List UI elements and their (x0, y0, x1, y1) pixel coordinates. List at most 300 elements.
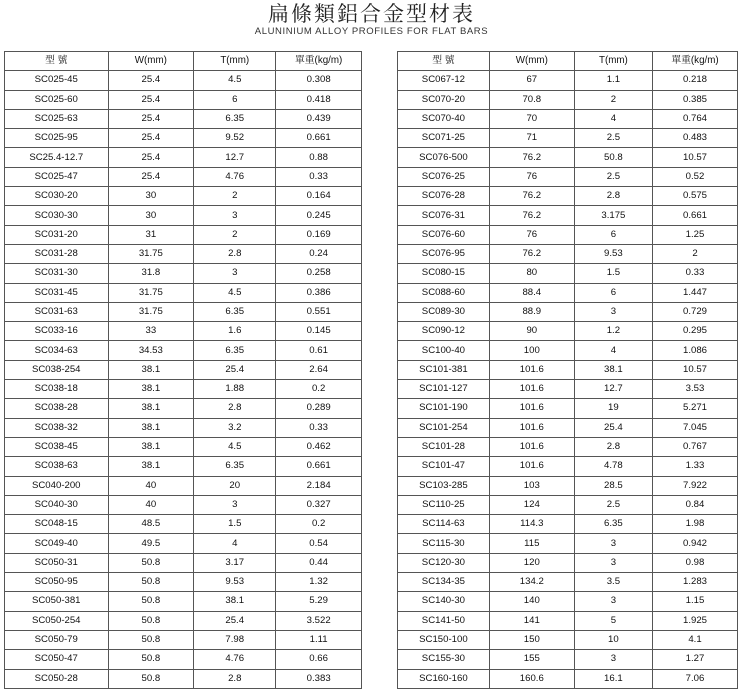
thickness-cell: 1.1 (574, 71, 652, 90)
unit-weight-cell: 0.942 (652, 534, 737, 553)
unit-weight-cell: 1.98 (652, 515, 737, 534)
table-row (398, 206, 738, 225)
width-cell: 25.4 (108, 148, 194, 167)
thickness-cell: 3.5 (574, 573, 652, 592)
unit-weight-cell: 0.169 (276, 225, 362, 244)
table-row (398, 553, 738, 572)
model-cell: SC080-15 (398, 264, 490, 283)
width-cell: 25.4 (108, 167, 194, 186)
model-cell: SC033-16 (5, 322, 109, 341)
unit-weight-cell: 1.283 (652, 573, 737, 592)
width-cell: 80 (489, 264, 574, 283)
width-cell: 25.4 (108, 90, 194, 109)
table-row (5, 244, 362, 263)
table-row (5, 592, 362, 611)
model-cell: SC076-60 (398, 225, 490, 244)
model-cell: SC025-95 (5, 129, 109, 148)
model-cell: SC030-20 (5, 187, 109, 206)
model-cell: SC076-95 (398, 244, 490, 263)
table-row (398, 360, 738, 379)
table-row (398, 71, 738, 90)
width-cell: 160.6 (489, 669, 574, 688)
model-cell: SC050-31 (5, 553, 109, 572)
table-row (398, 225, 738, 244)
table-row (398, 611, 738, 630)
table-body (398, 71, 738, 689)
table-row (5, 650, 362, 669)
thickness-cell: 6.35 (574, 515, 652, 534)
thickness-cell: 2 (574, 90, 652, 109)
thickness-cell: 4.5 (194, 437, 276, 456)
table-row (398, 399, 738, 418)
width-cell: 103 (489, 476, 574, 495)
thickness-cell: 2.8 (574, 437, 652, 456)
model-cell: SC050-28 (5, 669, 109, 688)
model-cell: SC076-500 (398, 148, 490, 167)
table-row (5, 553, 362, 572)
model-cell: SC031-30 (5, 264, 109, 283)
column-header-width: W(mm) (108, 52, 194, 71)
width-cell: 31 (108, 225, 194, 244)
model-cell: SC025-47 (5, 167, 109, 186)
table-row (5, 457, 362, 476)
unit-weight-cell: 0.84 (652, 495, 737, 514)
width-cell: 101.6 (489, 418, 574, 437)
table-row (398, 187, 738, 206)
table-row (5, 302, 362, 321)
unit-weight-cell: 7.045 (652, 418, 737, 437)
table-row (5, 283, 362, 302)
model-cell: SC038-254 (5, 360, 109, 379)
thickness-cell: 9.53 (574, 244, 652, 263)
unit-weight-cell: 0.575 (652, 187, 737, 206)
width-cell: 40 (108, 476, 194, 495)
unit-weight-cell: 0.327 (276, 495, 362, 514)
column-header-model: 型 號 (5, 52, 109, 71)
width-cell: 101.6 (489, 360, 574, 379)
model-cell: SC067-12 (398, 71, 490, 90)
unit-weight-cell: 1.25 (652, 225, 737, 244)
model-cell: SC031-28 (5, 244, 109, 263)
unit-weight-cell: 0.289 (276, 399, 362, 418)
width-cell: 30 (108, 206, 194, 225)
thickness-cell: 1.5 (194, 515, 276, 534)
page-title: 扁條類鋁合金型材表 (268, 2, 475, 26)
thickness-cell: 6.35 (194, 302, 276, 321)
thickness-cell: 1.88 (194, 380, 276, 399)
unit-weight-cell: 0.462 (276, 437, 362, 456)
width-cell: 134.2 (489, 573, 574, 592)
model-cell: SC076-25 (398, 167, 490, 186)
thickness-cell: 5 (574, 611, 652, 630)
thickness-cell: 3 (574, 534, 652, 553)
model-cell: SC050-254 (5, 611, 109, 630)
table-row (5, 341, 362, 360)
width-cell: 25.4 (108, 109, 194, 128)
thickness-cell: 3 (194, 206, 276, 225)
width-cell: 124 (489, 495, 574, 514)
unit-weight-cell: 0.767 (652, 437, 737, 456)
model-cell: SC049-40 (5, 534, 109, 553)
width-cell: 76 (489, 225, 574, 244)
width-cell: 76.2 (489, 206, 574, 225)
model-cell: SC040-200 (5, 476, 109, 495)
table-row (398, 534, 738, 553)
model-cell: SC089-30 (398, 302, 490, 321)
table-row (398, 476, 738, 495)
unit-weight-cell: 0.418 (276, 90, 362, 109)
unit-weight-cell: 1.32 (276, 573, 362, 592)
thickness-cell: 4.76 (194, 650, 276, 669)
model-cell: SC038-63 (5, 457, 109, 476)
unit-weight-cell: 0.729 (652, 302, 737, 321)
table-header (398, 52, 738, 71)
model-cell: SC025-63 (5, 109, 109, 128)
thickness-cell: 2.5 (574, 495, 652, 514)
model-cell: SC134-35 (398, 573, 490, 592)
width-cell: 38.1 (108, 437, 194, 456)
unit-weight-cell: 0.33 (652, 264, 737, 283)
table-row (5, 264, 362, 283)
thickness-cell: 12.7 (194, 148, 276, 167)
model-cell: SC038-28 (5, 399, 109, 418)
table-body (5, 71, 362, 689)
unit-weight-cell: 3.53 (652, 380, 737, 399)
thickness-cell: 4.5 (194, 283, 276, 302)
thickness-cell: 3 (194, 264, 276, 283)
thickness-cell: 25.4 (194, 611, 276, 630)
unit-weight-cell: 0.164 (276, 187, 362, 206)
width-cell: 50.8 (108, 573, 194, 592)
width-cell: 33 (108, 322, 194, 341)
width-cell: 101.6 (489, 399, 574, 418)
thickness-cell: 3.17 (194, 553, 276, 572)
table-row (5, 669, 362, 688)
unit-weight-cell: 2.184 (276, 476, 362, 495)
table-row (5, 71, 362, 90)
width-cell: 50.8 (108, 630, 194, 649)
table-row (5, 515, 362, 534)
table-row (5, 495, 362, 514)
unit-weight-cell: 0.551 (276, 302, 362, 321)
model-cell: SC115-30 (398, 534, 490, 553)
width-cell: 50.8 (108, 553, 194, 572)
thickness-cell: 2.8 (194, 244, 276, 263)
unit-weight-cell: 0.439 (276, 109, 362, 128)
width-cell: 150 (489, 630, 574, 649)
table-row (398, 167, 738, 186)
unit-weight-cell: 0.24 (276, 244, 362, 263)
unit-weight-cell: 0.66 (276, 650, 362, 669)
thickness-cell: 6 (194, 90, 276, 109)
unit-weight-cell: 0.88 (276, 148, 362, 167)
table-row (398, 264, 738, 283)
model-cell: SC160-160 (398, 669, 490, 688)
model-cell: SC071-25 (398, 129, 490, 148)
width-cell: 71 (489, 129, 574, 148)
unit-weight-cell: 1.925 (652, 611, 737, 630)
table-row (5, 360, 362, 379)
thickness-cell: 9.53 (194, 573, 276, 592)
width-cell: 48.5 (108, 515, 194, 534)
model-cell: SC038-32 (5, 418, 109, 437)
thickness-cell: 3 (574, 650, 652, 669)
thickness-cell: 3.2 (194, 418, 276, 437)
thickness-cell: 10 (574, 630, 652, 649)
width-cell: 31.75 (108, 283, 194, 302)
thickness-cell: 25.4 (574, 418, 652, 437)
width-cell: 50.8 (108, 592, 194, 611)
model-cell: SC076-31 (398, 206, 490, 225)
unit-weight-cell: 0.308 (276, 71, 362, 90)
thickness-cell: 2.8 (574, 187, 652, 206)
unit-weight-cell: 0.385 (652, 90, 737, 109)
width-cell: 155 (489, 650, 574, 669)
table-row (5, 418, 362, 437)
unit-weight-cell: 0.661 (276, 129, 362, 148)
table-row (5, 322, 362, 341)
table-row (398, 418, 738, 437)
model-cell: SC050-47 (5, 650, 109, 669)
unit-weight-cell: 1.11 (276, 630, 362, 649)
table-row (398, 669, 738, 688)
model-cell: SC120-30 (398, 553, 490, 572)
model-cell: SC103-285 (398, 476, 490, 495)
model-cell: SC030-30 (5, 206, 109, 225)
thickness-cell: 3 (194, 495, 276, 514)
table-row (5, 206, 362, 225)
width-cell: 120 (489, 553, 574, 572)
unit-weight-cell: 1.33 (652, 457, 737, 476)
thickness-cell: 38.1 (574, 360, 652, 379)
thickness-cell: 2.8 (194, 399, 276, 418)
width-cell: 34.53 (108, 341, 194, 360)
unit-weight-cell: 10.57 (652, 360, 737, 379)
thickness-cell: 9.52 (194, 129, 276, 148)
width-cell: 38.1 (108, 457, 194, 476)
unit-weight-cell: 0.2 (276, 515, 362, 534)
model-cell: SC101-190 (398, 399, 490, 418)
table-row (5, 476, 362, 495)
width-cell: 141 (489, 611, 574, 630)
width-cell: 49.5 (108, 534, 194, 553)
table-row (5, 225, 362, 244)
model-cell: SC034-63 (5, 341, 109, 360)
table-row (398, 457, 738, 476)
unit-weight-cell: 0.61 (276, 341, 362, 360)
width-cell: 115 (489, 534, 574, 553)
thickness-cell: 16.1 (574, 669, 652, 688)
thickness-cell: 19 (574, 399, 652, 418)
table-row (398, 650, 738, 669)
table-row (398, 90, 738, 109)
thickness-cell: 1.6 (194, 322, 276, 341)
left-profile-table (4, 51, 362, 689)
width-cell: 50.8 (108, 669, 194, 688)
model-cell: SC025-60 (5, 90, 109, 109)
width-cell: 101.6 (489, 457, 574, 476)
model-cell: SC050-95 (5, 573, 109, 592)
header-row (398, 52, 738, 71)
model-cell: SC101-28 (398, 437, 490, 456)
thickness-cell: 6.35 (194, 457, 276, 476)
model-cell: SC101-47 (398, 457, 490, 476)
thickness-cell: 1.5 (574, 264, 652, 283)
table-row (398, 244, 738, 263)
unit-weight-cell: 1.15 (652, 592, 737, 611)
table-row (398, 515, 738, 534)
thickness-cell: 3 (574, 592, 652, 611)
width-cell: 76 (489, 167, 574, 186)
unit-weight-cell: 3.522 (276, 611, 362, 630)
unit-weight-cell: 10.57 (652, 148, 737, 167)
unit-weight-cell: 2.64 (276, 360, 362, 379)
thickness-cell: 6 (574, 283, 652, 302)
width-cell: 101.6 (489, 380, 574, 399)
table-row (398, 129, 738, 148)
model-cell: SC25.4-12.7 (5, 148, 109, 167)
width-cell: 100 (489, 341, 574, 360)
unit-weight-cell: 5.29 (276, 592, 362, 611)
column-header-unit-weight: 單重(kg/m) (276, 52, 362, 71)
model-cell: SC040-30 (5, 495, 109, 514)
width-cell: 140 (489, 592, 574, 611)
thickness-cell: 4.78 (574, 457, 652, 476)
model-cell: SC150-100 (398, 630, 490, 649)
table-row (5, 611, 362, 630)
table-row (5, 380, 362, 399)
unit-weight-cell: 0.483 (652, 129, 737, 148)
thickness-cell: 6 (574, 225, 652, 244)
width-cell: 50.8 (108, 611, 194, 630)
model-cell: SC090-12 (398, 322, 490, 341)
unit-weight-cell: 0.661 (652, 206, 737, 225)
model-cell: SC088-60 (398, 283, 490, 302)
unit-weight-cell: 0.661 (276, 457, 362, 476)
unit-weight-cell: 0.145 (276, 322, 362, 341)
width-cell: 70.8 (489, 90, 574, 109)
table-row (5, 129, 362, 148)
unit-weight-cell: 7.06 (652, 669, 737, 688)
table-row (5, 148, 362, 167)
width-cell: 76.2 (489, 148, 574, 167)
unit-weight-cell: 0.295 (652, 322, 737, 341)
table-header (5, 52, 362, 71)
unit-weight-cell: 2 (652, 244, 737, 263)
table-row (398, 495, 738, 514)
thickness-cell: 50.8 (574, 148, 652, 167)
unit-weight-cell: 0.98 (652, 553, 737, 572)
table-row (398, 148, 738, 167)
width-cell: 25.4 (108, 129, 194, 148)
thickness-cell: 4.76 (194, 167, 276, 186)
model-cell: SC076-28 (398, 187, 490, 206)
thickness-cell: 3 (574, 553, 652, 572)
right-profile-table (397, 51, 738, 689)
model-cell: SC038-45 (5, 437, 109, 456)
table-row (5, 573, 362, 592)
column-header-model: 型 號 (398, 52, 490, 71)
model-cell: SC025-45 (5, 71, 109, 90)
unit-weight-cell: 0.764 (652, 109, 737, 128)
model-cell: SC031-63 (5, 302, 109, 321)
unit-weight-cell: 0.258 (276, 264, 362, 283)
thickness-cell: 7.98 (194, 630, 276, 649)
width-cell: 31.75 (108, 244, 194, 263)
column-header-thickness: T(mm) (574, 52, 652, 71)
width-cell: 67 (489, 71, 574, 90)
width-cell: 38.1 (108, 418, 194, 437)
table-row (398, 109, 738, 128)
model-cell: SC100-40 (398, 341, 490, 360)
width-cell: 40 (108, 495, 194, 514)
column-header-thickness: T(mm) (194, 52, 276, 71)
thickness-cell: 4.5 (194, 71, 276, 90)
unit-weight-cell: 0.2 (276, 380, 362, 399)
unit-weight-cell: 5.271 (652, 399, 737, 418)
model-cell: SC050-79 (5, 630, 109, 649)
table-row (5, 399, 362, 418)
table-row (5, 167, 362, 186)
model-cell: SC050-381 (5, 592, 109, 611)
model-cell: SC048-15 (5, 515, 109, 534)
table-row (5, 534, 362, 553)
table-row (5, 187, 362, 206)
table-row (5, 90, 362, 109)
thickness-cell: 2.5 (574, 167, 652, 186)
width-cell: 38.1 (108, 380, 194, 399)
column-header-unit-weight: 單重(kg/m) (652, 52, 737, 71)
unit-weight-cell: 7.922 (652, 476, 737, 495)
table-row (398, 322, 738, 341)
thickness-cell: 20 (194, 476, 276, 495)
table-row (5, 109, 362, 128)
width-cell: 31.8 (108, 264, 194, 283)
model-cell: SC031-45 (5, 283, 109, 302)
unit-weight-cell: 0.386 (276, 283, 362, 302)
unit-weight-cell: 0.33 (276, 167, 362, 186)
thickness-cell: 2.5 (574, 129, 652, 148)
width-cell: 31.75 (108, 302, 194, 321)
thickness-cell: 2 (194, 225, 276, 244)
unit-weight-cell: 0.218 (652, 71, 737, 90)
model-cell: SC038-18 (5, 380, 109, 399)
width-cell: 76.2 (489, 187, 574, 206)
unit-weight-cell: 0.54 (276, 534, 362, 553)
thickness-cell: 6.35 (194, 109, 276, 128)
model-cell: SC155-30 (398, 650, 490, 669)
header-row (5, 52, 362, 71)
model-cell: SC140-30 (398, 592, 490, 611)
thickness-cell: 3 (574, 302, 652, 321)
model-cell: SC070-20 (398, 90, 490, 109)
table-row (398, 302, 738, 321)
table-row (398, 283, 738, 302)
thickness-cell: 2 (194, 187, 276, 206)
table-row (5, 630, 362, 649)
model-cell: SC101-381 (398, 360, 490, 379)
table-row (398, 437, 738, 456)
width-cell: 30 (108, 187, 194, 206)
model-cell: SC110-25 (398, 495, 490, 514)
unit-weight-cell: 0.383 (276, 669, 362, 688)
unit-weight-cell: 4.1 (652, 630, 737, 649)
model-cell: SC114-63 (398, 515, 490, 534)
thickness-cell: 28.5 (574, 476, 652, 495)
thickness-cell: 4 (574, 109, 652, 128)
table-row (5, 437, 362, 456)
width-cell: 88.4 (489, 283, 574, 302)
